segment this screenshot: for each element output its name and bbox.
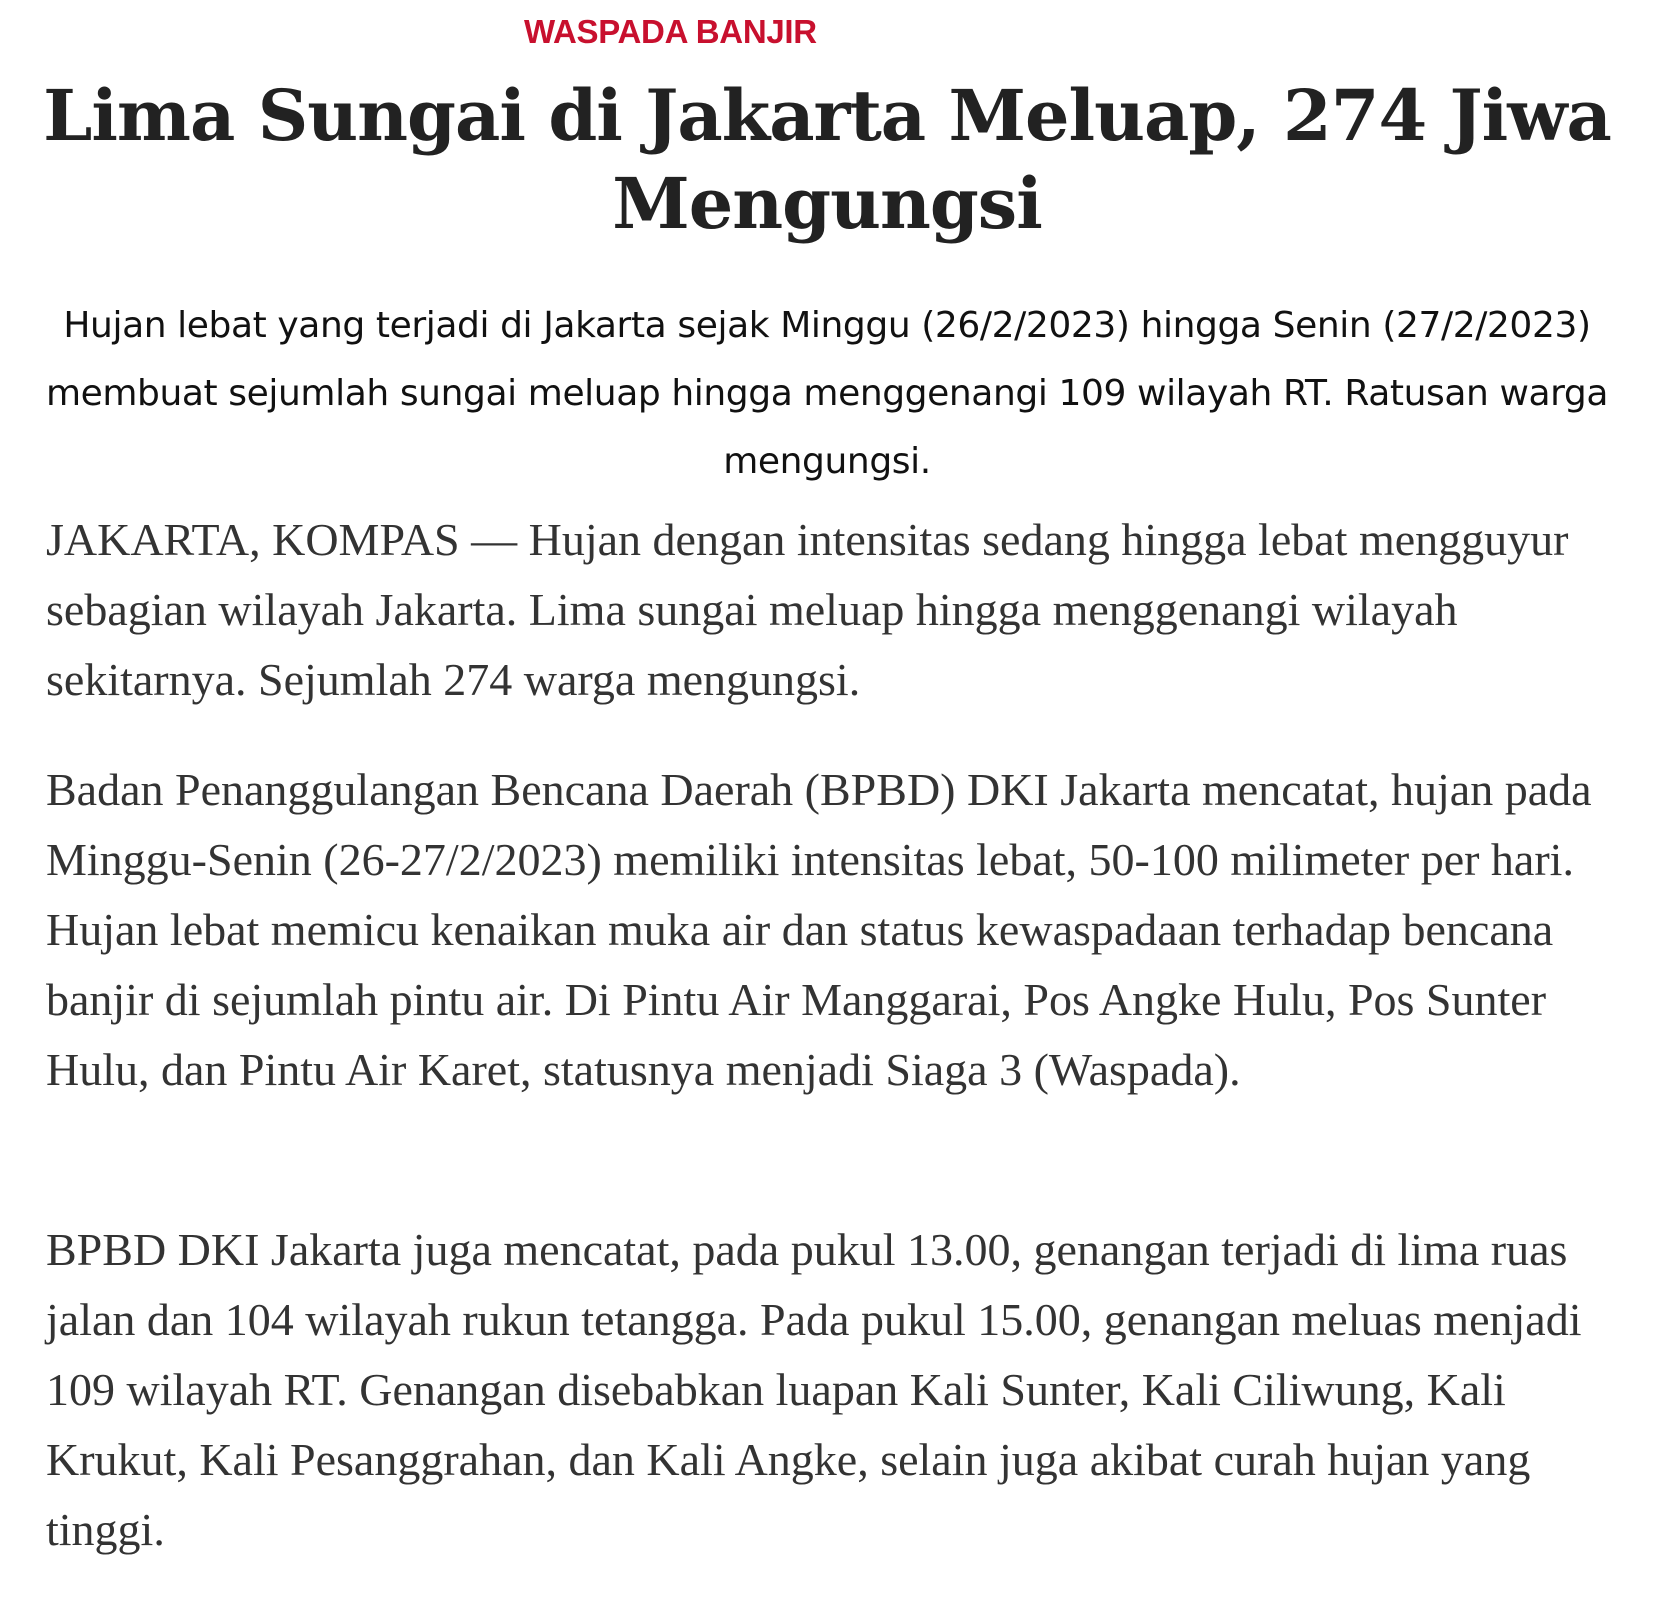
body-paragraph-2: Badan Penanggulangan Bencana Daerah (BPBD) DKI Jakarta mencatat, hujan pada Minggu-Senin (26-27/2/2023) memiliki intensitas lebat, 50-100 milimeter per hari. Hujan lebat memicu kenaikan muka air dan status kewaspadaan terhadap bencana banjir di sejumlah pintu air. Di Pintu Air Manggarai, Pos Angke Hulu, Pos Sunter Hulu, dan Pintu Air Karet, statusnya menjadi Siaga 3 (Waspada).	[46, 764, 1592, 1095]
body-paragraph-3: BPBD DKI Jakarta juga mencatat, pada pukul 13.00, genangan terjadi di lima ruas jalan dan 104 wilayah rukun tetangga. Pada pukul 15.00, genangan meluas menjadi 109 wilayah RT. Genangan disebabkan luapan Kali Sunter, Kali Ciliwung, Kali Krukut, Kali Pesanggrahan, dan Kali Angke, selain juga akibat curah hujan yang tinggi.	[46, 1224, 1582, 1555]
article-headline: Lima Sungai di Jakarta Meluap, 274 Jiwa Mengungsi	[43, 74, 1611, 245]
category-kicker[interactable]: WASPADA BANJIR	[524, 13, 817, 50]
article-lede: Hujan lebat yang terjadi di Jakarta sejak Minggu (26/2/2023) hingga Senin (27/2/2023) membuat sejumlah sungai meluap hingga menggenangi 109 wilayah RT. Ratusan warga mengungsi.	[45, 305, 1609, 482]
body-paragraph-1: JAKARTA, KOMPAS — Hujan dengan intensitas sedang hingga lebat mengguyur sebagian wilayah Jakarta. Lima sungai meluap hingga menggenangi wilayah sekitarnya. Sejumlah 274 warga mengungsi.	[46, 514, 1569, 705]
